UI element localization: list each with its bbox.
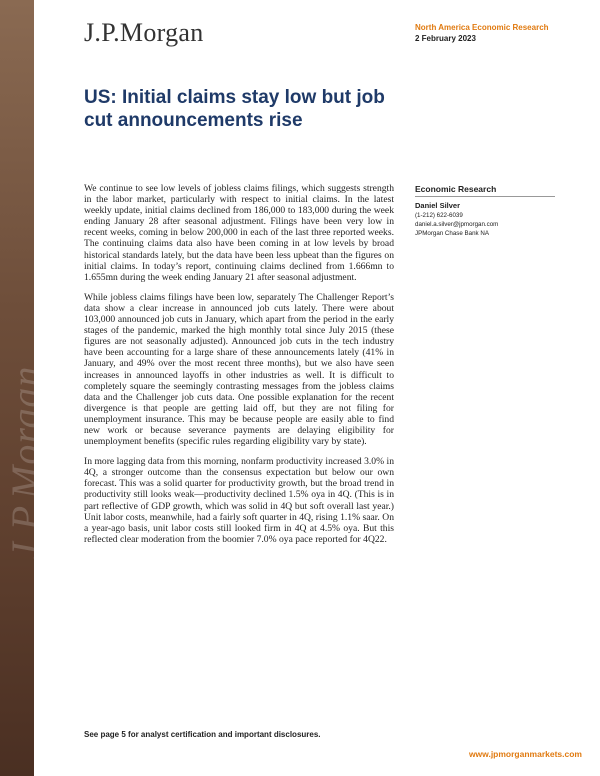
page-title: US: Initial claims stay low but job cut announcements rise (84, 87, 385, 131)
report-series: North America Economic Research (415, 23, 549, 32)
website-link[interactable]: www.jpmorganmarkets.com (468, 749, 582, 759)
report-date: 2 February 2023 (415, 34, 476, 43)
analyst-sidebar (415, 184, 555, 238)
company-logo: J.P.Morgan (84, 18, 204, 47)
sidebar-section-title: Economic Research (415, 184, 555, 197)
analyst-phone: (1-212) 622-6039 (415, 212, 463, 219)
body-paragraph: We continue to see low levels of jobless claims filings, which suggests strength in the labor market, particularly with respect to initial claims. In the latest weekly update, initial claims declined from 186,000 to 183,000 during the week ending January 28 after seasonal adjustment. Filings have been very low in recent weeks, coming in below 200,000 in each of the last three reported weeks. The continuing claims data also have been coming in at low levels by broad historical standards lately, but the data have been less upbeat than the figures on initial claims. In today’s report, continuing claims declined from 1.666mn to 1.655mn during the week ending January 21 after seasonal adjustment. (84, 183, 394, 283)
disclosure-note: See page 5 for analyst certification and important disclosures. (84, 730, 321, 739)
analyst-name: Daniel Silver (415, 201, 461, 210)
report-header (415, 22, 549, 44)
analyst-entity: JPMorgan Chase Bank NA (415, 230, 489, 237)
body-text (84, 183, 394, 554)
analyst-email[interactable]: daniel.a.silver@jpmorgan.com (415, 221, 499, 228)
body-paragraph: In more lagging data from this morning, nonfarm productivity increased 3.0% in 4Q, a stronger outcome than the consensus expectation but below our own forecast. This was a solid quarter for productivity growth, but the broad trend in productivity still looks weak—productivity declined 1.5% oya in 4Q. (This is in part reflective of GDP growth, which was solid in 4Q but soft overall last year.) Unit labor costs, meanwhile, had a fairly soft quarter in 4Q, rising 1.1% saar. On a year-ago basis, unit labor costs still looked firm in 4Q at 4.5% oya. But this reflected clear moderation from the boomier 7.0% oya pace reported for 4Q22. (84, 456, 394, 545)
body-paragraph: While jobless claims filings have been low, separately The Challenger Report’s data show a clear increase in announced job cuts lately. There were about 103,000 announced job cuts in January, which apart from the period in the early stages of the pandemic, marked the high monthly total since July 2015 (these figures are not seasonally adjusted). Announced job cuts in the tech industry have been accounting for a large share of these announcements lately (41% in January, and 49% over the most recent three months), but we also have seen increases in announced layoffs in other industries as well. It is difficult to completely square the seemingly contrasting messages from the jobless claims data and the Challenger job cuts data. One possible explanation for the recent divergence is that people are getting laid off, but they are not filing for unemployment insurance. This may be because people are easily able to find new work or because severance payments are delaying eligibility for unemployment benefits (specific rules regarding eligibility vary by state). (84, 291, 394, 448)
decorative-side-strip (0, 0, 48, 776)
side-watermark-logo: J.P.Morgan (3, 365, 48, 560)
